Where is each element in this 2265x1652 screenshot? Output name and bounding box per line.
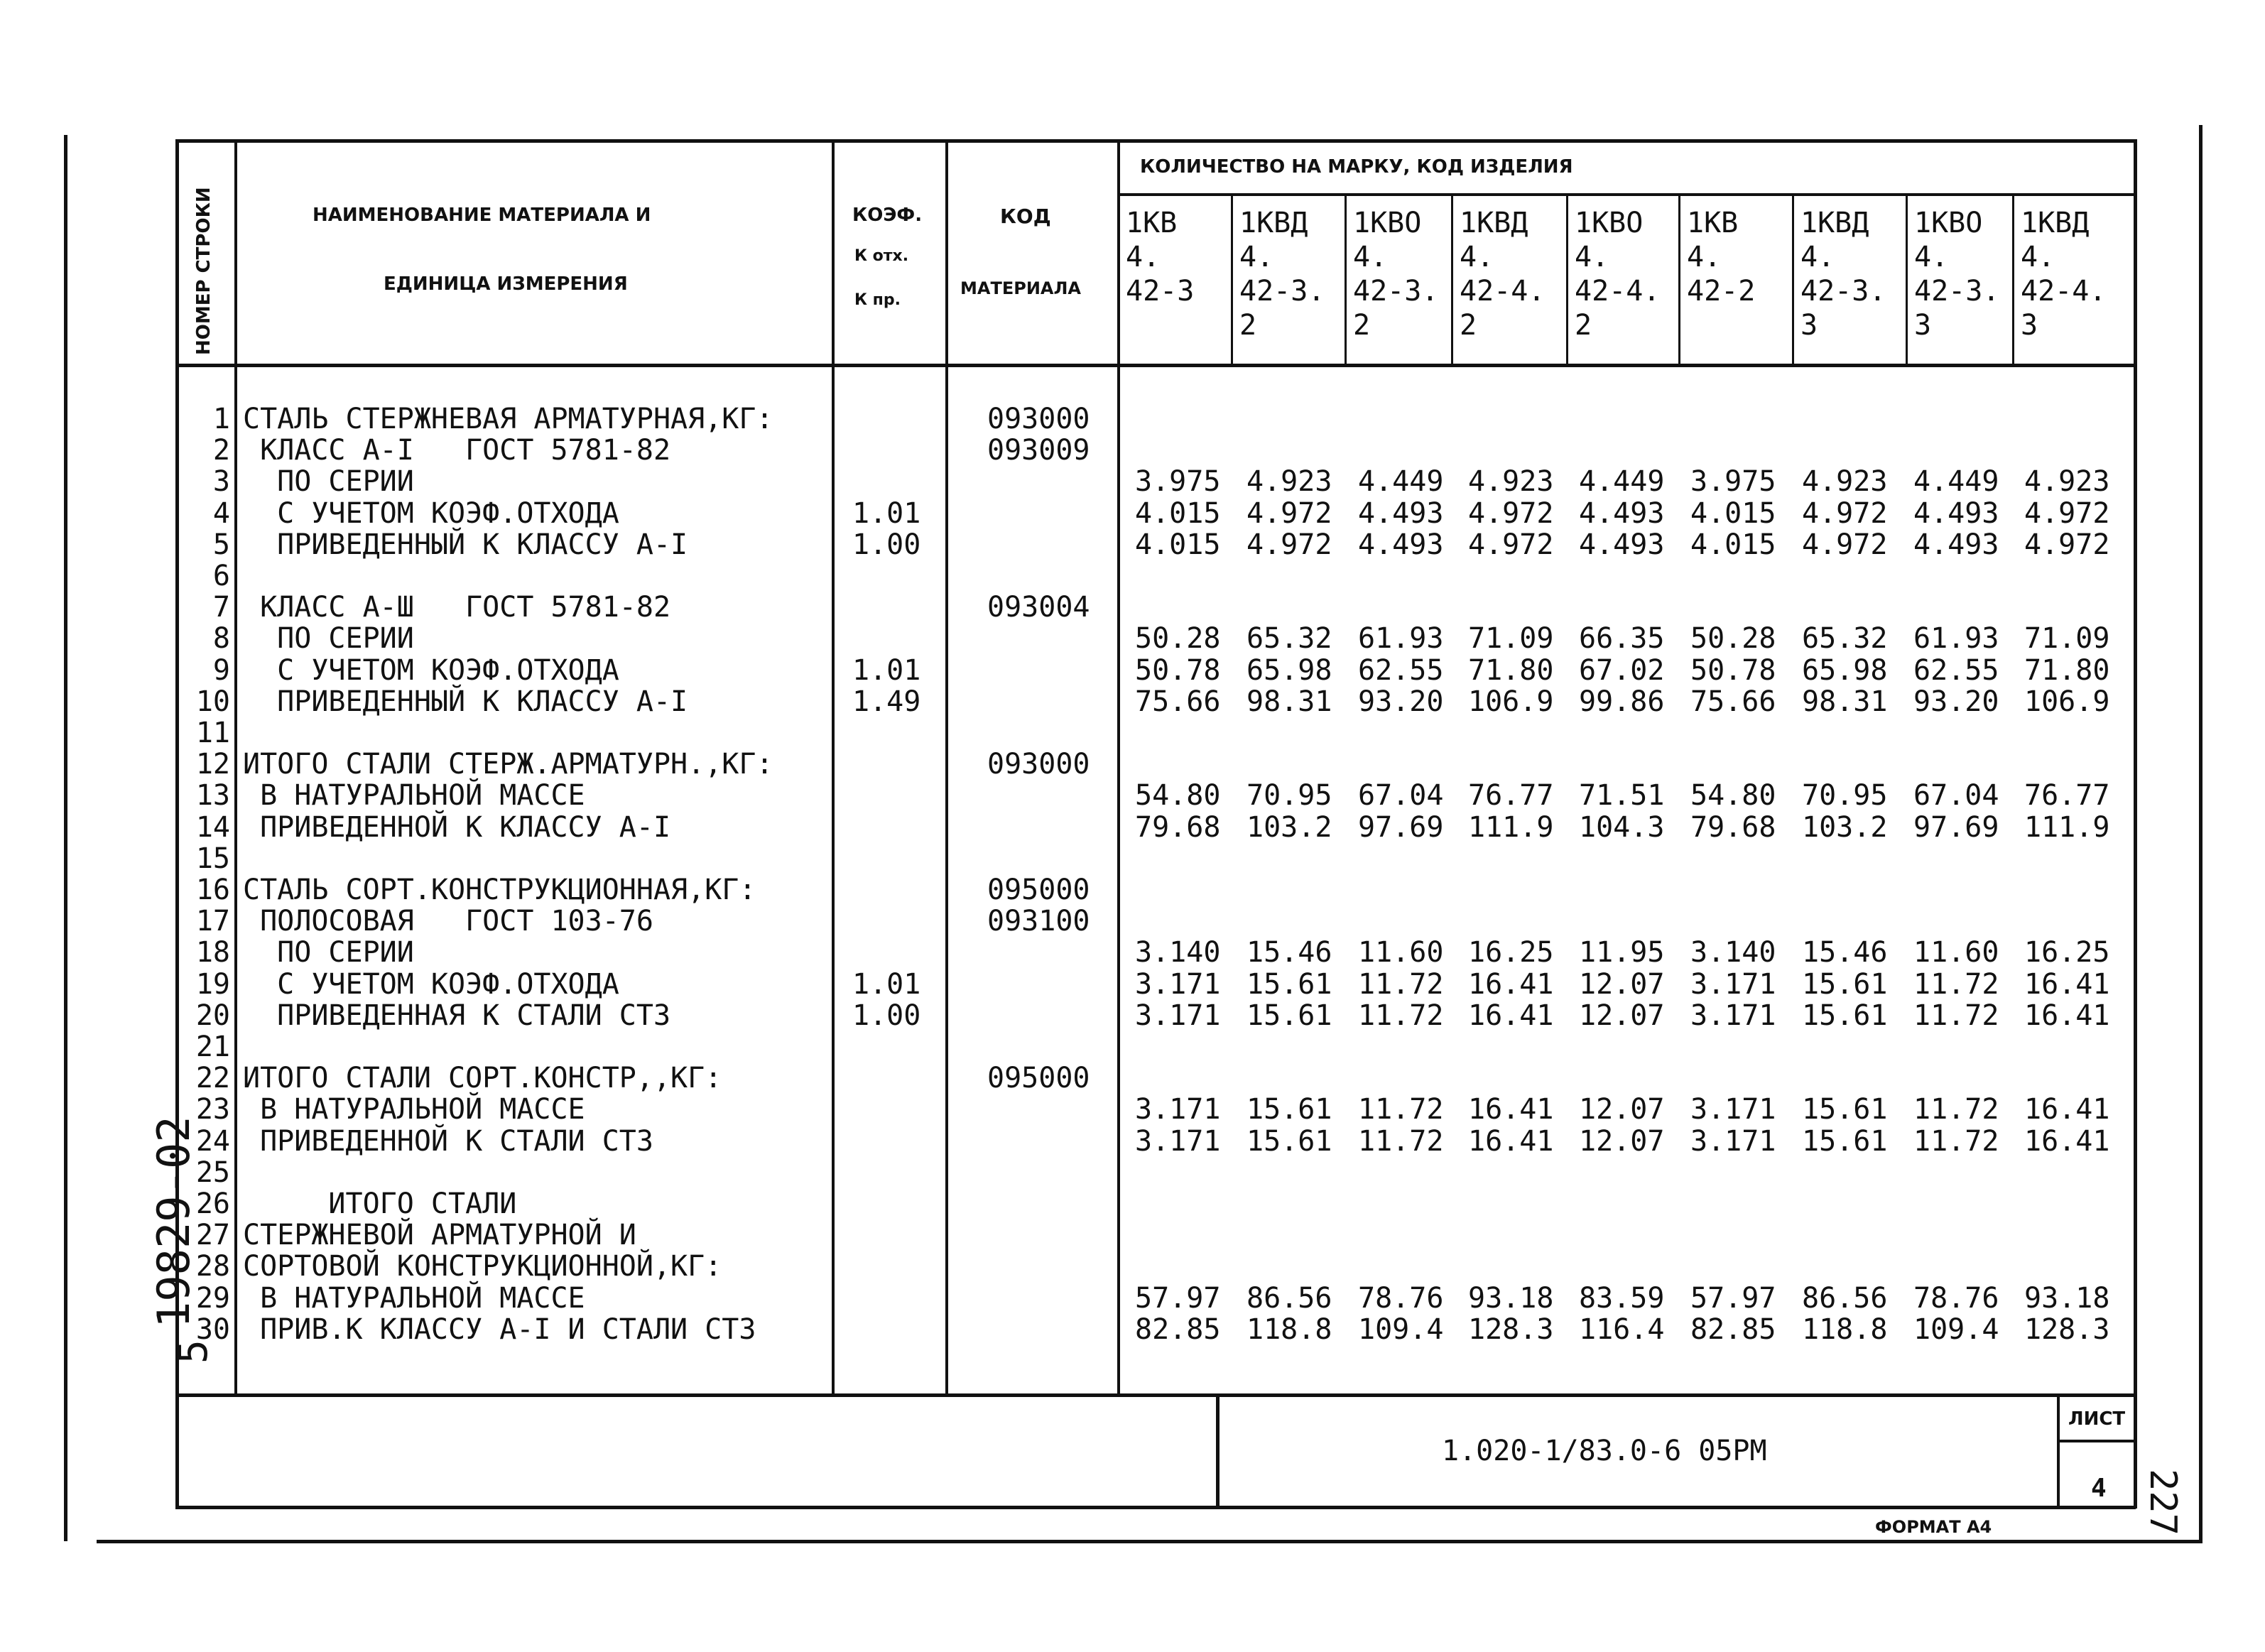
- row-quantity-value: 103.2: [1246, 811, 1332, 844]
- row-quantity-value: 3.171: [1690, 1093, 1776, 1126]
- row-quantity-value: 109.4: [1913, 1313, 1999, 1346]
- row-quantity-value: 4.972: [1246, 497, 1332, 530]
- row-quantity-value: 15.61: [1802, 1093, 1888, 1126]
- row-quantity-value: 104.3: [1579, 811, 1665, 844]
- row-quantity-value: 97.69: [1913, 811, 1999, 844]
- sheet-box-mid: [2057, 1440, 2135, 1442]
- sheet-number: 4: [2091, 1474, 2107, 1503]
- row-quantity-value: 12.07: [1579, 999, 1665, 1032]
- row-quantity-value: 11.72: [1358, 968, 1444, 1001]
- row-quantity-value: 106.9: [1468, 685, 1554, 718]
- row-material-code: 093000: [987, 748, 1090, 781]
- row-quantity-value: 16.41: [2024, 1125, 2110, 1158]
- row-coefficient: 1.01: [852, 497, 921, 530]
- row-quantity-value: 4.972: [2024, 497, 2110, 530]
- row-quantity-value: 4.923: [1468, 465, 1554, 498]
- row-material-code: 095000: [987, 1062, 1090, 1094]
- row-quantity-value: 16.41: [2024, 968, 2110, 1001]
- qty-column-header-line: 3: [2021, 309, 2038, 342]
- qty-column-header-line: 1КВ: [1687, 207, 1739, 239]
- row-quantity-value: 15.46: [1246, 936, 1332, 969]
- row-quantity-value: 82.85: [1135, 1313, 1221, 1346]
- row-quantity-value: 4.493: [1358, 497, 1444, 530]
- row-quantity-value: 78.76: [1913, 1282, 1999, 1315]
- row-quantity-value: 4.015: [1690, 497, 1776, 530]
- row-material-name: ПРИВЕДЕННОЙ К КЛАССУ А-I: [243, 811, 671, 844]
- qty-column-header-line: 42-2: [1687, 275, 1756, 308]
- row-quantity-value: 71.80: [2024, 654, 2110, 687]
- row-material-name: СТЕРЖНЕВОЙ АРМАТУРНОЙ И: [243, 1219, 636, 1251]
- qty-column-header-line: 1КВД: [2021, 207, 2090, 239]
- row-quantity-value: 11.72: [1358, 1093, 1444, 1126]
- sheet-label: ЛИСТ: [2068, 1408, 2126, 1430]
- col-sep-name: [832, 139, 835, 1396]
- row-number: 21: [195, 1031, 230, 1063]
- side-mark: 5: [170, 1339, 217, 1364]
- qty-column-header-line: 42-4.: [2021, 275, 2107, 308]
- header-code-line2: МАТЕРИАЛА: [960, 278, 1081, 298]
- row-quantity-value: 12.07: [1579, 968, 1665, 1001]
- row-quantity-value: 3.171: [1690, 999, 1776, 1032]
- row-number: 6: [212, 560, 230, 592]
- row-quantity-value: 11.72: [1913, 1125, 1999, 1158]
- qty-column-header-line: 1КВО: [1353, 207, 1422, 239]
- row-quantity-value: 4.972: [1802, 528, 1888, 561]
- row-quantity-value: 4.972: [1468, 497, 1554, 530]
- row-quantity-value: 3.171: [1690, 968, 1776, 1001]
- row-material-name: ИТОГО СТАЛИ СТЕРЖ.АРМАТУРН.,КГ:: [243, 748, 773, 781]
- row-material-name: СТАЛЬ СТЕРЖНЕВАЯ АРМАТУРНАЯ,КГ:: [243, 403, 773, 435]
- row-quantity-value: 50.28: [1135, 622, 1221, 655]
- row-quantity-value: 118.8: [1802, 1313, 1888, 1346]
- qty-column-header-line: 1КВД: [1460, 207, 1528, 239]
- row-quantity-value: 98.31: [1246, 685, 1332, 718]
- row-quantity-value: 111.9: [1468, 811, 1554, 844]
- row-quantity-value: 11.72: [1913, 1093, 1999, 1126]
- qty-column-header-line: 42-3.: [1800, 275, 1886, 308]
- qcol-sep-6: [1792, 193, 1794, 365]
- row-quantity-value: 3.171: [1690, 1125, 1776, 1158]
- qty-column-header-line: 4.: [1239, 241, 1274, 273]
- row-quantity-value: 12.07: [1579, 1093, 1665, 1126]
- row-quantity-value: 67.04: [1358, 779, 1444, 812]
- qty-column-header-line: 2: [1460, 309, 1477, 342]
- row-material-name: КЛАСС А-Ш ГОСТ 5781-82: [243, 591, 671, 624]
- row-material-name: ПРИВЕДЕННАЯ К СТАЛИ СТЗ: [243, 999, 671, 1032]
- row-material-name: С УЧЕТОМ КОЭФ.ОТХОДА: [243, 497, 619, 530]
- row-material-name: ИТОГО СТАЛИ: [243, 1188, 517, 1220]
- row-quantity-value: 82.85: [1690, 1313, 1776, 1346]
- row-quantity-value: 3.171: [1135, 1125, 1221, 1158]
- row-number: 4: [212, 497, 230, 530]
- row-quantity-value: 15.61: [1246, 999, 1332, 1032]
- row-number: 12: [195, 748, 230, 781]
- frame-right-outer: [2199, 125, 2202, 1542]
- row-material-name: ПРИВЕДЕННЫЙ К КЛАССУ А-I: [243, 528, 688, 561]
- row-quantity-value: 65.32: [1246, 622, 1332, 655]
- row-number: 15: [195, 842, 230, 875]
- row-quantity-value: 67.04: [1913, 779, 1999, 812]
- row-quantity-value: 98.31: [1802, 685, 1888, 718]
- qty-column-header-line: 1КВО: [1914, 207, 1983, 239]
- header-name-line1: НАИМЕНОВАНИЕ МАТЕРИАЛА И: [313, 205, 651, 226]
- qty-column-header-line: 4.: [1575, 241, 1609, 273]
- sheet-box-left: [2057, 1393, 2060, 1509]
- qty-column-header-line: 1КВ: [1126, 207, 1178, 239]
- row-quantity-value: 3.140: [1690, 936, 1776, 969]
- qty-column-header-line: 42-3.: [1239, 275, 1325, 308]
- row-material-name: В НАТУРАЛЬНОЙ МАССЕ: [243, 1093, 585, 1126]
- frame-bottom-outer: [97, 1540, 2202, 1543]
- header-coef-line3: К пр.: [854, 291, 901, 309]
- row-quantity-value: 61.93: [1358, 622, 1444, 655]
- row-quantity-value: 71.80: [1468, 654, 1554, 687]
- row-quantity-value: 16.25: [2024, 936, 2110, 969]
- row-material-code: 093004: [987, 591, 1090, 624]
- row-quantity-value: 116.4: [1579, 1313, 1665, 1346]
- row-number: 10: [195, 685, 230, 718]
- qcol-sep-4: [1566, 193, 1568, 365]
- page-number: 227: [2141, 1469, 2184, 1536]
- row-number: 23: [195, 1093, 230, 1126]
- row-material-code: 093009: [987, 434, 1090, 467]
- row-quantity-value: 16.41: [1468, 1125, 1554, 1158]
- row-quantity-value: 83.59: [1579, 1282, 1665, 1315]
- header-coef-line2: К отх.: [854, 247, 909, 265]
- qty-title-underline: [1117, 193, 2136, 196]
- qcol-sep-8: [2012, 193, 2014, 365]
- side-note: 19829-02: [148, 1116, 200, 1328]
- row-quantity-value: 11.72: [1358, 1125, 1444, 1158]
- qty-column-header-line: 4.: [1800, 241, 1835, 273]
- row-quantity-value: 103.2: [1802, 811, 1888, 844]
- qty-column-header-line: 4.: [1126, 241, 1161, 273]
- header-name-line2: ЕДИНИЦА ИЗМЕРЕНИЯ: [384, 273, 628, 295]
- row-quantity-value: 15.61: [1246, 1125, 1332, 1158]
- row-quantity-value: 70.95: [1246, 779, 1332, 812]
- frame-left-outer: [64, 135, 67, 1541]
- row-quantity-value: 3.171: [1135, 1093, 1221, 1126]
- row-number: 17: [195, 905, 230, 938]
- row-quantity-value: 16.41: [2024, 1093, 2110, 1126]
- row-number: 5: [212, 528, 230, 561]
- row-number: 30: [195, 1313, 230, 1346]
- row-material-name: ПО СЕРИИ: [243, 622, 414, 655]
- qty-column-header-line: 42-4.: [1575, 275, 1661, 308]
- document-code: 1.020-1/83.0-6 05РМ: [1442, 1435, 1767, 1467]
- row-quantity-value: 93.20: [1913, 685, 1999, 718]
- row-quantity-value: 61.93: [1913, 622, 1999, 655]
- row-number: 18: [195, 936, 230, 969]
- row-quantity-value: 76.77: [2024, 779, 2110, 812]
- row-quantity-value: 109.4: [1358, 1313, 1444, 1346]
- row-material-name: ПРИВЕДЕННЫЙ К КЛАССУ А-I: [243, 685, 688, 718]
- row-quantity-value: 50.28: [1690, 622, 1776, 655]
- row-quantity-value: 12.07: [1579, 1125, 1665, 1158]
- row-number: 14: [195, 811, 230, 844]
- row-quantity-value: 118.8: [1246, 1313, 1332, 1346]
- row-quantity-value: 4.015: [1690, 528, 1776, 561]
- row-quantity-value: 16.41: [1468, 968, 1554, 1001]
- row-quantity-value: 4.972: [1802, 497, 1888, 530]
- row-material-name: С УЧЕТОМ КОЭФ.ОТХОДА: [243, 654, 619, 687]
- row-quantity-value: 71.09: [2024, 622, 2110, 655]
- table-header-bottom-line: [175, 364, 2136, 367]
- qty-column-header-line: 3: [1800, 309, 1818, 342]
- row-coefficient: 1.01: [852, 654, 921, 687]
- row-quantity-value: 106.9: [2024, 685, 2110, 718]
- row-number: 2: [212, 434, 230, 467]
- row-number: 27: [195, 1219, 230, 1251]
- table-right-line: [2134, 139, 2137, 1509]
- row-quantity-value: 128.3: [1468, 1313, 1554, 1346]
- row-material-name: ИТОГО СТАЛИ СОРТ.КОНСТР,,КГ:: [243, 1062, 722, 1094]
- row-number: 29: [195, 1282, 230, 1315]
- qcol-sep-7: [1906, 193, 1908, 365]
- header-row-number: НОМЕР СТРОКИ: [193, 187, 214, 355]
- col-sep-code: [1117, 139, 1120, 1396]
- row-quantity-value: 15.61: [1802, 1125, 1888, 1158]
- row-quantity-value: 4.972: [1468, 528, 1554, 561]
- row-quantity-value: 71.09: [1468, 622, 1554, 655]
- qty-column-header-line: 2: [1239, 309, 1257, 342]
- qcol-sep-5: [1678, 193, 1680, 365]
- row-number: 13: [195, 779, 230, 812]
- qty-column-header-line: 4.: [2021, 241, 2055, 273]
- row-quantity-value: 75.66: [1690, 685, 1776, 718]
- row-quantity-value: 3.975: [1135, 465, 1221, 498]
- row-coefficient: 1.00: [852, 528, 921, 561]
- row-quantity-value: 86.56: [1802, 1282, 1888, 1315]
- col-sep-coef: [945, 139, 948, 1396]
- row-quantity-value: 57.97: [1135, 1282, 1221, 1315]
- row-quantity-value: 4.923: [1246, 465, 1332, 498]
- qty-column-header-line: 1КВО: [1575, 207, 1644, 239]
- qty-column-header-line: 4.: [1460, 241, 1494, 273]
- row-quantity-value: 11.72: [1913, 968, 1999, 1001]
- row-quantity-value: 76.77: [1468, 779, 1554, 812]
- row-quantity-value: 4.449: [1913, 465, 1999, 498]
- row-quantity-value: 4.015: [1135, 528, 1221, 561]
- row-quantity-value: 3.171: [1135, 999, 1221, 1032]
- row-number: 19: [195, 968, 230, 1001]
- row-quantity-value: 71.51: [1579, 779, 1665, 812]
- row-number: 3: [212, 465, 230, 498]
- header-qty-title: КОЛИЧЕСТВО НА МАРКУ, КОД ИЗДЕЛИЯ: [1140, 156, 1573, 178]
- table-top-line: [175, 139, 2136, 143]
- row-quantity-value: 65.98: [1246, 654, 1332, 687]
- row-quantity-value: 65.32: [1802, 622, 1888, 655]
- row-quantity-value: 4.972: [1246, 528, 1332, 561]
- row-quantity-value: 111.9: [2024, 811, 2110, 844]
- row-quantity-value: 15.61: [1246, 968, 1332, 1001]
- row-quantity-value: 50.78: [1690, 654, 1776, 687]
- row-material-code: 093100: [987, 905, 1090, 938]
- row-quantity-value: 4.015: [1135, 497, 1221, 530]
- row-quantity-value: 3.140: [1135, 936, 1221, 969]
- qty-column-header-line: 1КВД: [1800, 207, 1869, 239]
- row-quantity-value: 16.41: [1468, 999, 1554, 1032]
- row-quantity-value: 16.41: [1468, 1093, 1554, 1126]
- row-material-name: В НАТУРАЛЬНОЙ МАССЕ: [243, 779, 585, 812]
- row-material-name: СОРТОВОЙ КОНСТРУКЦИОННОЙ,КГ:: [243, 1250, 722, 1283]
- row-material-code: 095000: [987, 874, 1090, 906]
- row-quantity-value: 93.20: [1358, 685, 1444, 718]
- row-material-name: ПРИВЕДЕННОЙ К СТАЛИ СТЗ: [243, 1125, 653, 1158]
- row-coefficient: 1.49: [852, 685, 921, 718]
- row-quantity-value: 66.35: [1579, 622, 1665, 655]
- row-quantity-value: 79.68: [1690, 811, 1776, 844]
- row-number: 1: [212, 403, 230, 435]
- row-quantity-value: 99.86: [1579, 685, 1665, 718]
- row-quantity-value: 15.61: [1802, 999, 1888, 1032]
- row-coefficient: 1.01: [852, 968, 921, 1001]
- row-material-name: ПО СЕРИИ: [243, 465, 414, 498]
- format-label: ФОРМАТ А4: [1875, 1517, 1992, 1537]
- header-coef-line1: КОЭФ.: [852, 205, 923, 226]
- row-quantity-value: 4.449: [1358, 465, 1444, 498]
- row-quantity-value: 78.76: [1358, 1282, 1444, 1315]
- row-quantity-value: 4.493: [1913, 497, 1999, 530]
- col-sep-rowno: [234, 139, 237, 1396]
- row-quantity-value: 4.493: [1913, 528, 1999, 561]
- row-quantity-value: 4.449: [1579, 465, 1665, 498]
- qty-column-header-line: 1КВД: [1239, 207, 1308, 239]
- row-material-name: В НАТУРАЛЬНОЙ МАССЕ: [243, 1282, 585, 1315]
- row-quantity-value: 15.61: [1246, 1093, 1332, 1126]
- qty-column-header-line: 42-3: [1126, 275, 1195, 308]
- row-material-name: ПРИВ.К КЛАССУ А-I И СТАЛИ СТЗ: [243, 1313, 756, 1346]
- row-quantity-value: 54.80: [1690, 779, 1776, 812]
- row-quantity-value: 57.97: [1690, 1282, 1776, 1315]
- qty-column-header-line: 42-3.: [1914, 275, 2000, 308]
- row-number: 26: [195, 1188, 230, 1220]
- row-quantity-value: 62.55: [1358, 654, 1444, 687]
- row-quantity-value: 86.56: [1246, 1282, 1332, 1315]
- row-number: 11: [195, 717, 230, 749]
- qty-column-header-line: 2: [1575, 309, 1592, 342]
- row-quantity-value: 3.171: [1135, 968, 1221, 1001]
- row-number: 22: [195, 1062, 230, 1094]
- row-number: 7: [212, 591, 230, 624]
- qty-column-header-line: 2: [1353, 309, 1371, 342]
- row-material-name: С УЧЕТОМ КОЭФ.ОТХОДА: [243, 968, 619, 1001]
- row-quantity-value: 62.55: [1913, 654, 1999, 687]
- qcol-sep-2: [1345, 193, 1347, 365]
- row-material-name: ПОЛОСОВАЯ ГОСТ 103-76: [243, 905, 653, 938]
- row-quantity-value: 93.18: [1468, 1282, 1554, 1315]
- row-number: 28: [195, 1250, 230, 1283]
- row-quantity-value: 11.72: [1358, 999, 1444, 1032]
- row-material-name: КЛАСС А-I ГОСТ 5781-82: [243, 434, 671, 467]
- row-quantity-value: 11.60: [1358, 936, 1444, 969]
- row-quantity-value: 79.68: [1135, 811, 1221, 844]
- row-quantity-value: 70.95: [1802, 779, 1888, 812]
- row-number: 20: [195, 999, 230, 1032]
- row-quantity-value: 16.25: [1468, 936, 1554, 969]
- row-quantity-value: 4.493: [1358, 528, 1444, 561]
- row-quantity-value: 11.60: [1913, 936, 1999, 969]
- footer-divider-vertical: [1216, 1393, 1220, 1509]
- table-footer-bottom-line: [175, 1506, 2136, 1509]
- row-coefficient: 1.00: [852, 999, 921, 1032]
- row-quantity-value: 50.78: [1135, 654, 1221, 687]
- row-quantity-value: 4.923: [2024, 465, 2110, 498]
- row-quantity-value: 97.69: [1358, 811, 1444, 844]
- row-quantity-value: 15.46: [1802, 936, 1888, 969]
- row-quantity-value: 4.493: [1579, 497, 1665, 530]
- row-quantity-value: 65.98: [1802, 654, 1888, 687]
- row-number: 9: [212, 654, 230, 687]
- row-number: 8: [212, 622, 230, 655]
- qcol-sep-1: [1231, 193, 1233, 365]
- qty-column-header-line: 3: [1914, 309, 1932, 342]
- row-quantity-value: 11.72: [1913, 999, 1999, 1032]
- row-material-name: ПО СЕРИИ: [243, 936, 414, 969]
- qty-column-header-line: 4.: [1353, 241, 1388, 273]
- header-code-line1: КОД: [1000, 205, 1051, 228]
- qty-column-header-line: 4.: [1914, 241, 1949, 273]
- table-body-bottom-line: [175, 1393, 2136, 1397]
- row-quantity-value: 4.493: [1579, 528, 1665, 561]
- row-quantity-value: 93.18: [2024, 1282, 2110, 1315]
- row-quantity-value: 11.95: [1579, 936, 1665, 969]
- row-quantity-value: 67.02: [1579, 654, 1665, 687]
- qcol-sep-3: [1451, 193, 1453, 365]
- row-quantity-value: 4.972: [2024, 528, 2110, 561]
- qty-column-header-line: 4.: [1687, 241, 1722, 273]
- row-quantity-value: 128.3: [2024, 1313, 2110, 1346]
- qty-column-header-line: 42-3.: [1353, 275, 1439, 308]
- row-material-code: 093000: [987, 403, 1090, 435]
- row-quantity-value: 75.66: [1135, 685, 1221, 718]
- row-quantity-value: 54.80: [1135, 779, 1221, 812]
- row-quantity-value: 3.975: [1690, 465, 1776, 498]
- qty-column-header-line: 42-4.: [1460, 275, 1546, 308]
- row-quantity-value: 16.41: [2024, 999, 2110, 1032]
- row-quantity-value: 4.923: [1802, 465, 1888, 498]
- row-number: 24: [195, 1125, 230, 1158]
- row-number: 25: [195, 1156, 230, 1189]
- row-quantity-value: 15.61: [1802, 968, 1888, 1001]
- row-number: 16: [195, 874, 230, 906]
- row-material-name: СТАЛЬ СОРТ.КОНСТРУКЦИОННАЯ,КГ:: [243, 874, 756, 906]
